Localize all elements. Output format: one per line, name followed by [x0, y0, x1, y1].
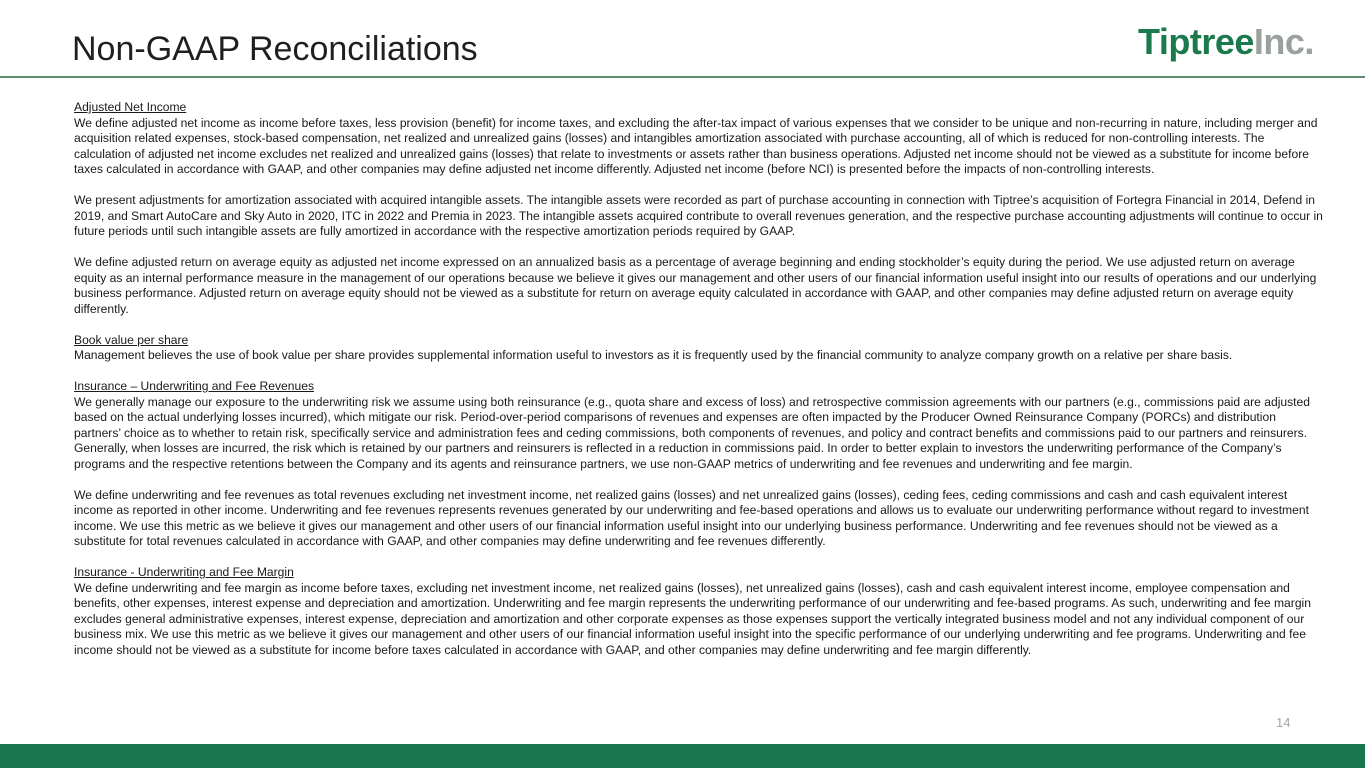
- paragraph: We generally manage our exposure to the underwriting risk we assume using both reinsurance (e.g., quota share and excess of loss) and retrospective commission agreements with our partners (e.g., commissions paid are adjusted based on the actual underlying losses incurred), which mitigate our risk. Period-over-period comparisons of revenues and expenses are often impacted by the Producer Owned Reinsurance Company (PORCs) and distribution partners’ choice as to whether to retain risk, specifically service and administration fees and ceding commissions, both components of revenues, and policy and contract benefits and commissions paid to our partners and reinsurers. Generally, when losses are incurred, the risk which is retained by our partners and reinsurers is reflected in a reduction in commissions paid. In order to better explain to investors the underwriting performance of the Company’s programs and the respective retentions between the Company and its agents and reinsurance partners, we use non-GAAP metrics of underwriting and fee revenues and underwriting and fee margin.: [74, 394, 1310, 471]
- logo-brand: Tiptree: [1138, 21, 1254, 62]
- section-heading: Adjusted Net Income: [74, 100, 187, 114]
- section-underwriting-revenues: [74, 379, 1324, 550]
- footer-bar: [0, 744, 1365, 768]
- paragraph: We present adjustments for amortization associated with acquired intangible assets. The intangible assets were recorded as part of purchase accounting in connection with Tiptree’s acquisition of Fortegra Financial in 2014, Defend in 2019, and Smart AutoCare and Sky Auto in 2020, ITC in 2022 and Premia in 2023. The intangible assets acquired contribute to overall revenues generation, and the respective purchase accounting adjustments will continue to occur in future periods until such intangible assets are fully amortized in accordance with the respective amortization periods required by GAAP.: [74, 193, 1323, 238]
- paragraph: We define adjusted net income as income before taxes, less provision (benefit) for income taxes, and excluding the after-tax impact of various expenses that we consider to be unique and non-recurring in nature, including merger and acquisition related expenses, stock-based compensation, net realized and unrealized gains (losses) and intangibles amortization associated with purchase accounting, all of which is reduced for non-controlling interests. The calculation of adjusted net income excludes net realized and unrealized gains (losses) that relate to investments or assets rather than business operations. Adjusted net income should not be viewed as a substitute for income before taxes calculated in accordance with GAAP, and other companies may define adjusted net income differently. Adjusted net income (before NCI) is presented before the impacts of non-controlling interests.: [74, 115, 1318, 176]
- paragraph: We define underwriting and fee revenues as total revenues excluding net investment income, net realized gains (losses) and net unrealized gains (losses), ceding fees, ceding commissions and cash and cash equivalent interest income as reported in other income. Underwriting and fee revenues represents revenues generated by our underwriting and fee-based operations and allows us to evaluate our underwriting performance without regard to investment income. We use this metric as we believe it gives our management and other users of our financial information useful insight into our underlying business performance. Underwriting and fee revenues should not be viewed as a substitute for total revenues calculated in accordance with GAAP, and other companies may define underwriting and fee revenues differently.: [74, 487, 1309, 548]
- section-underwriting-margin: [74, 565, 1324, 658]
- section-heading: Insurance - Underwriting and Fee Margin: [74, 565, 294, 579]
- header-divider: [0, 76, 1365, 78]
- page-number: 14: [1276, 715, 1291, 730]
- section-heading: Book value per share: [74, 332, 189, 347]
- section-book-value: [74, 333, 1324, 364]
- company-logo: [1138, 20, 1314, 64]
- section-heading: Insurance – Underwriting and Fee Revenues: [74, 379, 314, 393]
- paragraph: We define adjusted return on average equity as adjusted net income expressed on an annualized basis as a percentage of average beginning and ending stockholder’s equity during the period. We use adjusted return on average equity as an internal performance measure in the management of our operations because we believe it gives our management and other users of our financial information useful insight into our results of operations and our underlying business performance. Adjusted return on average equity should not be viewed as a substitute for return on average equity calculated in accordance with GAAP, and other companies may define adjusted return on average equity differently.: [74, 255, 1317, 316]
- body-text: [74, 100, 1324, 658]
- section-adjusted-net-income: [74, 100, 1324, 317]
- paragraph: We define underwriting and fee margin as income before taxes, excluding net investment income, net realized gains (losses), net unrealized gains (losses), cash and cash equivalent interest income, employee compensation and benefits, other expenses, interest expense and depreciation and amortization. Underwriting and fee margin represents the underwriting performance of our underwriting and fee-based programs. As such, underwriting and fee margin excludes general administrative expenses, interest expense, depreciation and amortization and other corporate expenses as those expenses support the vertically integrated business model and not any individual component of our business mix. We use this metric as we believe it gives our management and other users of our financial information useful insight into the specific performance of our underlying underwriting and fee programs. Underwriting and fee income should not be viewed as a substitute for income before taxes calculated in accordance with GAAP, and other companies may define underwriting and fee margin differently.: [74, 580, 1311, 657]
- logo-suffix: Inc.: [1253, 21, 1314, 62]
- paragraph: Management believes the use of book value per share provides supplemental information useful to investors as it is frequently used by the financial community to analyze company growth on a relative per share basis.: [74, 348, 1233, 362]
- page-title: Non-GAAP Reconciliations: [72, 30, 478, 68]
